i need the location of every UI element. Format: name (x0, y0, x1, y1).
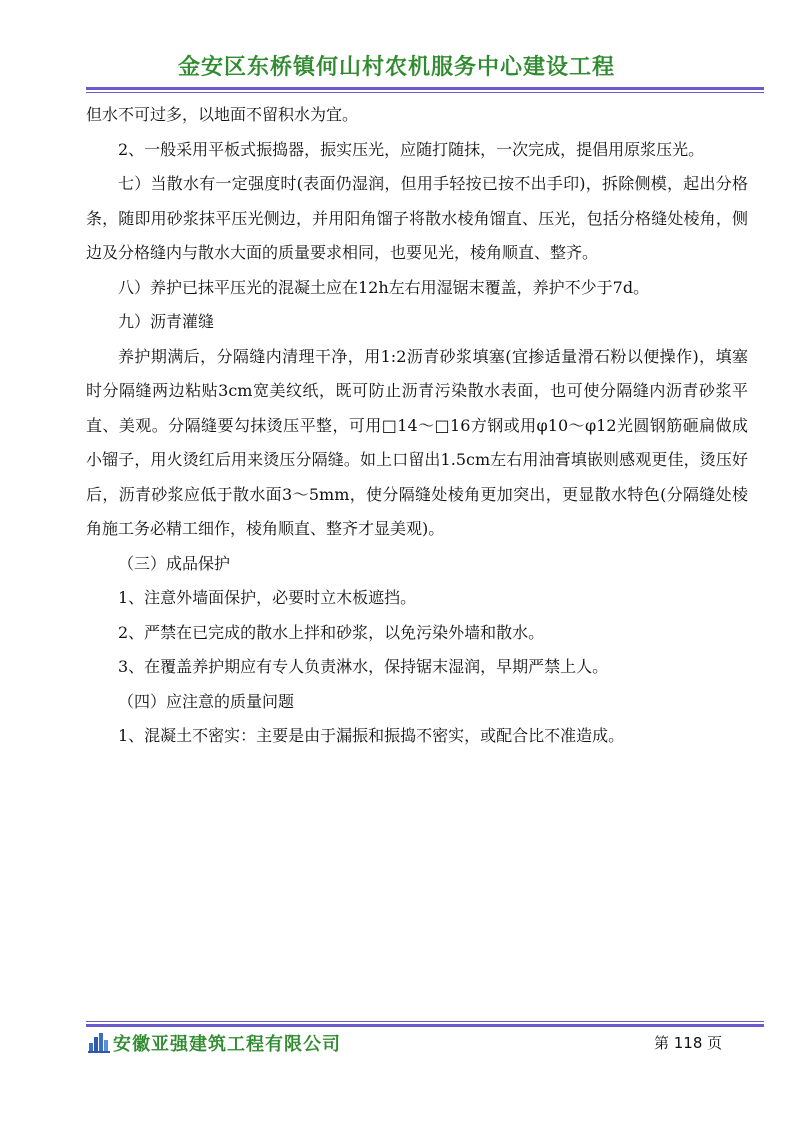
paragraph-step-eight: 八）养护已抹平压光的混凝土应在12h左右用湿锯末覆盖，养护不少于7d。 (118, 277, 650, 297)
header-title: 金安区东桥镇何山村农机服务中心建设工程 (177, 55, 615, 80)
footer-company-name: 安徽亚强建筑工程有限公司 (113, 1034, 341, 1055)
paragraph-step-nine-heading: 九）沥青灌缝 (118, 312, 215, 331)
header-rule-thick (86, 87, 764, 90)
paragraph-continuation: 但水不可过多，以地面不留积水为宜。 (86, 105, 359, 124)
footer-rule-thin (86, 1021, 764, 1022)
building-logo-icon (88, 1031, 110, 1053)
paragraph-asphalt-joint: 养护期满后，分隔缝内清理干净，用1:2沥青砂浆填塞(宜掺适量滑石粉以便操作)，填塞时分隔缝两边粘贴3cm宽美纹纸，既可防止沥青污染散水表面，也可使分隔缝内沥青砂浆平直、美观。分隔缝要勾抹烫压平整，可用□14～□16方钢或用φ10～φ12光圆钢筋砸扁做成小镏子，用火烫红后用来烫压分隔缝。如上口留出1.5cm左右用油膏填嵌则感观更佳，烫压好后，沥青砂浆应低于散水面3～5mm，使分隔缝处棱角更加突出，更显散水特色(分隔缝处棱角施工务必精工细作，棱角顺直、整齐才显美观)。 (86, 346, 748, 538)
page-number: 第 118 页 (654, 1034, 723, 1052)
footer-rule-thick (86, 1024, 764, 1027)
list-item-protection-1: 1、注意外墙面保护，必要时立木板遮挡。 (118, 588, 417, 607)
section-heading-quality-issues: （四）应注意的质量问题 (118, 691, 295, 711)
document-body (86, 98, 748, 754)
list-item-protection-2: 2、严禁在已完成的散水上拌和砂浆，以免污染外墙和散水。 (118, 622, 545, 642)
header-rule-thin (86, 92, 764, 93)
list-item-quality-1: 1、混凝土不密实：主要是由于漏振和振捣不密实，或配合比不准造成。 (118, 726, 625, 745)
list-item-protection-3: 3、在覆盖养护期应有专人负责淋水，保持锯末湿润，早期严禁上人。 (118, 657, 609, 676)
paragraph-vibrator: 2、一般采用平板式振捣器，振实压光，应随打随抹，一次完成，提倡用原浆压光。 (118, 139, 705, 159)
paragraph-step-seven: 七）当散水有一定强度时(表面仍湿润，但用手轻按已按不出手印)，拆除侧模，起出分格条，随即用砂浆抹平压光侧边，并用阳角馏子将散水棱角馏直、压光，包括分格缝处棱角，侧边及分格缝内与散水大面的质量要求相同，也要见光，棱角顺直、整齐。 (86, 174, 748, 262)
section-heading-product-protection: （三）成品保护 (118, 553, 231, 573)
